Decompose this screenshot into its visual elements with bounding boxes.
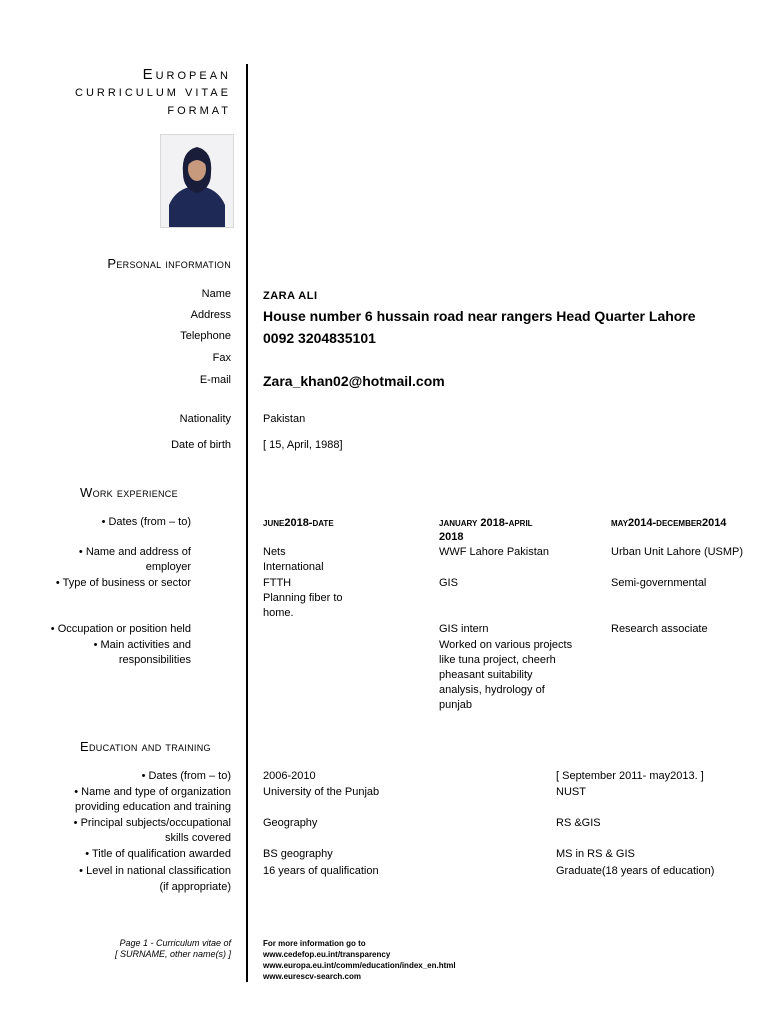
label-work-business: • Type of business or sector xyxy=(55,577,191,589)
label-work-employer-1: • Name and address of xyxy=(78,546,191,558)
profile-photo xyxy=(160,134,234,228)
label-edu-title: • Title of qualification awarded xyxy=(85,848,231,860)
label-work-activities-2: responsibilities xyxy=(118,654,191,666)
job-1-business-line: Planning fiber to xyxy=(263,592,343,604)
value-dob: [ 15, April, 1988] xyxy=(263,439,343,451)
value-name: ZARA ALI xyxy=(263,290,318,302)
job-1-employer-line: International xyxy=(263,561,324,573)
section-title-education: Education and training xyxy=(80,739,211,754)
job-1-business-line: FTTH xyxy=(263,577,292,589)
job-2-activities-line: Worked on various projects xyxy=(439,639,573,651)
section-title-personal: Personal information xyxy=(107,256,231,271)
cv-title-line-2: CURRICULUM VITAE xyxy=(75,87,231,99)
label-work-dates: • Dates (from – to) xyxy=(101,516,191,528)
value-nationality: Pakistan xyxy=(263,413,306,425)
edu-1-title: BS geography xyxy=(263,848,333,860)
job-2-employer-line: WWF Lahore Pakistan xyxy=(439,546,550,558)
label-edu-org-2: providing education and training xyxy=(75,801,231,813)
job-2-activities-line: analysis, hydrology of xyxy=(439,684,545,696)
value-telephone: 0092 3204835101 xyxy=(263,330,376,346)
edu-2-org: NUST xyxy=(556,786,586,798)
label-edu-dates: • Dates (from – to) xyxy=(141,770,231,782)
cv-title-line-3: FORMAT xyxy=(167,105,231,117)
job-1-employer-line: Nets xyxy=(263,546,286,558)
edu-2-dates: [ September 2011- may2013. ] xyxy=(556,770,704,782)
label-edu-org-1: • Name and type of organization xyxy=(74,786,231,798)
label-edu-level-2: (if appropriate) xyxy=(159,881,231,893)
job-3-occupation: Research associate xyxy=(611,623,708,635)
label-edu-subjects-1: • Principal subjects/occupational xyxy=(73,817,231,829)
label-address: Address xyxy=(190,309,231,321)
job-1-business-line: home. xyxy=(263,607,294,619)
job-2-dates-line: january 2018-april xyxy=(439,517,533,529)
value-address: House number 6 hussain road near rangers Head Quarter Lahore xyxy=(263,308,696,324)
footer-info-heading: For more information go to xyxy=(263,939,366,948)
footer-page-info xyxy=(115,938,231,960)
cv-title-line-1: EUROPEAN xyxy=(142,66,231,83)
label-name: Name xyxy=(201,288,231,300)
section-title-work: Work experience xyxy=(80,485,178,500)
job-2-occupation: GIS intern xyxy=(439,623,489,635)
job-3-dates: may2014-december2014 xyxy=(611,517,727,529)
label-email: E-mail xyxy=(199,374,231,386)
label-edu-subjects-2: skills covered xyxy=(164,832,231,844)
footer-link[interactable]: www.eurescv-search.com xyxy=(263,972,361,981)
edu-2-level: Graduate(18 years of education) xyxy=(556,865,715,877)
footer-page-line-2: [ SURNAME, other name(s) ] xyxy=(114,949,231,959)
footer-page-line-1: Page 1 - Curriculum vitae of xyxy=(119,938,231,948)
label-dob: Date of birth xyxy=(171,439,231,451)
label-edu-level-1: • Level in national classification xyxy=(79,865,231,877)
job-2-activities-line: pheasant suitability xyxy=(439,669,533,681)
job-1-dates: june2018-date xyxy=(263,517,334,529)
label-work-employer-2: employer xyxy=(145,561,191,573)
edu-1-subjects: Geography xyxy=(263,817,318,829)
footer-link[interactable]: www.europa.eu.int/comm/education/index_en.html xyxy=(263,961,456,970)
job-3-business-line: Semi-governmental xyxy=(611,577,707,589)
job-2-business-line: GIS xyxy=(439,577,458,589)
job-2-dates-line: 2018 xyxy=(439,531,464,543)
column-divider xyxy=(246,64,248,982)
job-2-activities-line: punjab xyxy=(439,699,473,711)
edu-2-title: MS in RS & GIS xyxy=(556,848,635,860)
edu-2-subjects: RS &GIS xyxy=(556,817,601,829)
edu-1-level: 16 years of qualification xyxy=(263,865,379,877)
edu-1-dates: 2006-2010 xyxy=(263,770,316,782)
job-3-employer-line: Urban Unit Lahore (USMP) xyxy=(611,546,744,558)
label-fax: Fax xyxy=(212,352,231,364)
label-telephone: Telephone xyxy=(180,330,231,342)
footer-link[interactable]: www.cedefop.eu.int/transparency xyxy=(263,950,391,959)
label-nationality: Nationality xyxy=(179,413,231,425)
edu-1-org: University of the Punjab xyxy=(263,786,380,798)
label-work-occupation: • Occupation or position held xyxy=(50,623,191,635)
job-2-activities-line: like tuna project, cheerh xyxy=(439,654,556,666)
footer-links xyxy=(263,938,456,982)
value-email: Zara_khan02@hotmail.com xyxy=(263,373,445,389)
label-work-activities-1: • Main activities and xyxy=(93,639,191,651)
